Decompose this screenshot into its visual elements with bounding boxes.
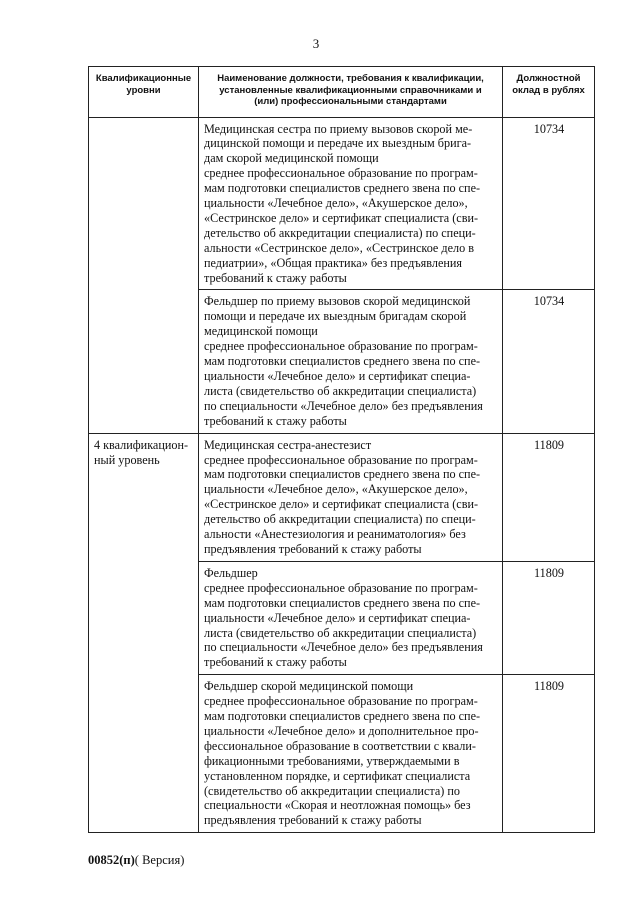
text-line: фикационными требованиями, утверждаемыми в	[204, 753, 460, 768]
text-line: по специальности «Лечебное дело» без предъявления	[204, 640, 483, 655]
document-version: ( Версия)	[134, 853, 185, 867]
text-line: дам скорой медицинской помощи	[204, 151, 379, 166]
table-row	[89, 433, 595, 561]
text-line: мам подготовки специалистов среднего звена по спе-	[204, 354, 481, 369]
salary-value: 10734	[503, 290, 595, 433]
text-line: детельство об аккредитации специалиста) по специ-	[204, 512, 476, 527]
position-description	[199, 675, 503, 833]
text-line: требований к стажу работы	[204, 655, 347, 670]
position-description	[199, 117, 503, 290]
text-line: оклад в рублях	[512, 84, 585, 96]
document-footer	[88, 853, 184, 868]
text-line: по специальности «Лечебное дело» без предъявления	[204, 398, 483, 413]
text-line: Должностной	[516, 73, 581, 84]
salary-value: 11809	[503, 561, 595, 674]
document-code: 00852(п)	[88, 853, 135, 867]
text-line: среднее профессиональное образование по програм-	[204, 452, 478, 467]
text-line: мам подготовки специалистов среднего звена по спе-	[204, 181, 481, 196]
text-line: помощи и передаче их выездным бригадам скорой	[204, 309, 467, 324]
text-line: Медицинская сестра-анестезист	[204, 437, 372, 452]
level-cell-4	[89, 433, 199, 833]
text-line: листа (свидетельство об аккредитации специалиста)	[204, 383, 477, 398]
position-description	[199, 290, 503, 433]
text-line: Наименование должности, требования к квалификации,	[217, 73, 484, 84]
text-line: «Сестринское дело» и сертификат специалиста (сви-	[204, 497, 479, 512]
text-line: среднее профессиональное образование по програм-	[204, 694, 478, 709]
text-line: установленные квалификационными справочниками и	[219, 84, 482, 96]
text-line: циальности «Лечебное дело» и дополнительное про-	[204, 723, 479, 738]
text-line: Фельдшер	[204, 565, 258, 580]
text-line: мам подготовки специалистов среднего звена по спе-	[204, 467, 481, 482]
text-line: фессиональное образование в соответствии с квали-	[204, 738, 476, 753]
text-line: циальности «Лечебное дело», «Акушерское дело»,	[204, 482, 468, 497]
text-line: 4 квалификацион-	[94, 437, 189, 452]
text-line: требований к стажу работы	[204, 270, 347, 285]
text-line: среднее профессиональное образование по програм-	[204, 580, 478, 595]
header-level	[89, 67, 199, 118]
text-line: специальности «Скорая и неотложная помощь» без	[204, 798, 471, 813]
text-line: «Сестринское дело» и сертификат специалиста (сви-	[204, 210, 479, 225]
text-line: детельство об аккредитации специалиста) по специ-	[204, 225, 476, 240]
text-line: циальности «Лечебное дело», «Акушерское дело»,	[204, 196, 468, 211]
text-line: (или) профессиональными стандартами	[254, 96, 447, 107]
text-line: альности «Анестезиология и реаниматология» без	[204, 527, 466, 542]
text-line: предъявления требований к стажу работы	[204, 541, 422, 556]
text-line: медицинской помощи	[204, 324, 318, 339]
text-line: листа (свидетельство об аккредитации специалиста)	[204, 625, 477, 640]
text-line: установленном порядке, и сертификат специалиста	[204, 768, 471, 783]
text-line: требований к стажу работы	[204, 413, 347, 428]
text-line: (свидетельство об аккредитации специалиста) по	[204, 783, 460, 798]
text-line: мам подготовки специалистов среднего звена по спе-	[204, 709, 481, 724]
salary-value: 11809	[503, 433, 595, 561]
text-line: Квалификационные	[95, 73, 192, 84]
table-row	[89, 117, 595, 290]
qualification-table	[88, 66, 595, 833]
text-line: среднее профессиональное образование по програм-	[204, 339, 478, 354]
salary-value: 10734	[503, 117, 595, 290]
position-description	[199, 433, 503, 561]
header-salary	[503, 67, 595, 118]
text-line: Медицинская сестра по приему вызовов скорой ме-	[204, 121, 473, 136]
text-line: циальности «Лечебное дело» и сертификат специа-	[204, 610, 471, 625]
text-line: предъявления требований к стажу работы	[204, 813, 422, 828]
text-line: мам подготовки специалистов среднего звена по спе-	[204, 595, 481, 610]
text-line: дицинской помощи и передаче их выездным брига-	[204, 136, 472, 151]
text-line: педиатрии», «Общая практика» без предъявления	[204, 255, 463, 270]
text-line: альности «Сестринское дело», «Сестринское дело в	[204, 240, 474, 255]
table-header-row	[89, 67, 595, 118]
header-position	[199, 67, 503, 118]
page-number: 3	[312, 36, 320, 51]
text-line: циальности «Лечебное дело» и сертификат специа-	[204, 369, 471, 383]
text-line: уровни	[126, 84, 161, 96]
level-cell-3	[89, 117, 199, 433]
text-line: среднее профессиональное образование по програм-	[204, 166, 478, 181]
salary-value: 11809	[503, 675, 595, 833]
text-line: Фельдшер скорой медицинской помощи	[204, 679, 414, 694]
position-description	[199, 561, 503, 674]
text-line: Фельдшер по приему вызовов скорой медицинской	[204, 294, 471, 309]
text-line: ный уровень	[94, 452, 160, 467]
